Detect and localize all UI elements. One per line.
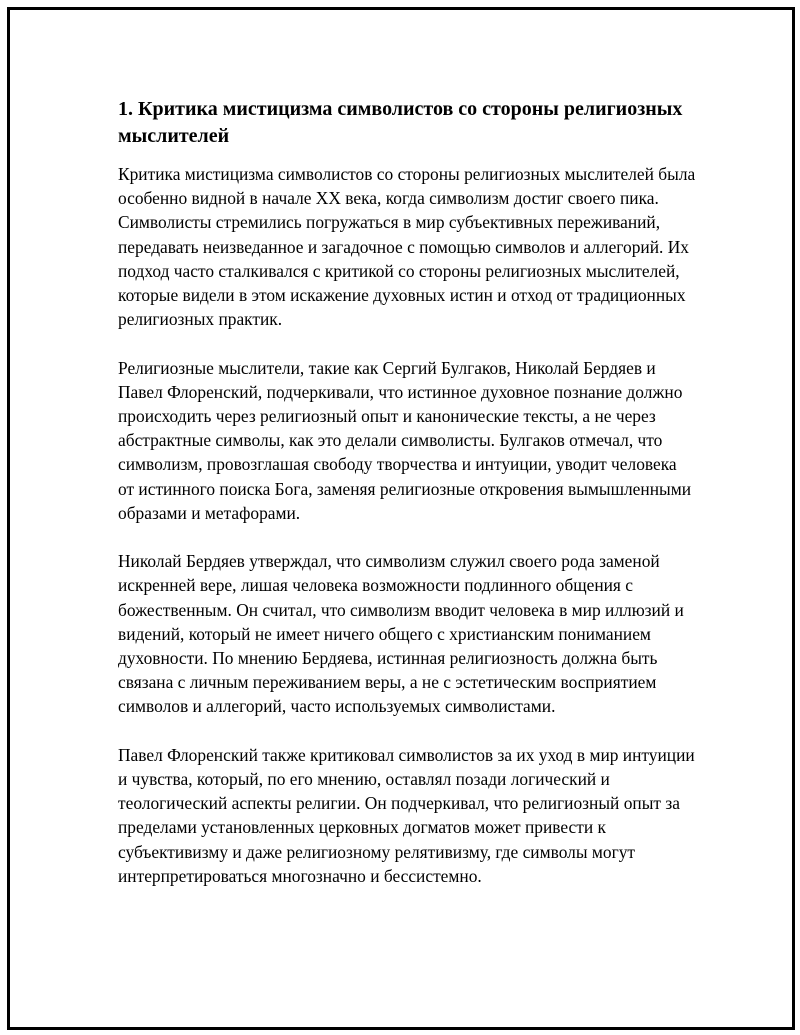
paragraph-1: Критика мистицизма символистов со стороны религиозных мыслителей была особенно видной в начале XX века, когда символизм достиг своего пика. Символисты стремились погружаться в мир субъективных переживаний, передавать неизведанное и загадочное с помощью символов и аллегорий. Их подход часто сталкивался с критикой со стороны религиозных мыслителей, которые видели в этом искажение духовных истин и отход от традиционных религиозных практик. [118,164,696,330]
document-body [118,96,696,912]
section-heading: 1. Критика мистицизма символистов со стороны религиозных мыслителей [118,98,683,147]
paragraph-3: Николай Бердяев утверждал, что символизм служил своего рода заменой искренней вере, лишая человека возможности подлинного общения с божественным. Он считал, что символизм вводит человека в мир иллюзий и видений, который не имеет ничего общего с христианским пониманием духовности. По мнению Бердяева, истинная религиозность должна быть связана с личным переживанием веры, а не с эстетическим восприятием символов и аллегорий, часто используемых символистами. [118,551,684,717]
paragraph-4: Павел Флоренский также критиковал символистов за их уход в мир интуиции и чувства, который, по его мнению, оставлял позади логический и теологический аспекты религии. Он подчеркивал, что религиозный опыт за пределами установленных церковных догматов может привести к субъективизму и даже религиозному релятивизму, где символы могут интерпретироваться многозначно и бессистемно. [118,744,695,886]
paragraph-2: Религиозные мыслители, такие как Сергий Булгаков, Николай Бердяев и Павел Флоренский, подчеркивали, что истинное духовное познание должно происходить через религиозный опыт и канонические тексты, а не через абстрактные символы, как это делали символисты. Булгаков отмечал, что символизм, провозглашая свободу творчества и интуиции, уводит человека от истинного поиска Бога, заменяя религиозные откровения вымышленными образами и метафорами. [118,357,692,523]
